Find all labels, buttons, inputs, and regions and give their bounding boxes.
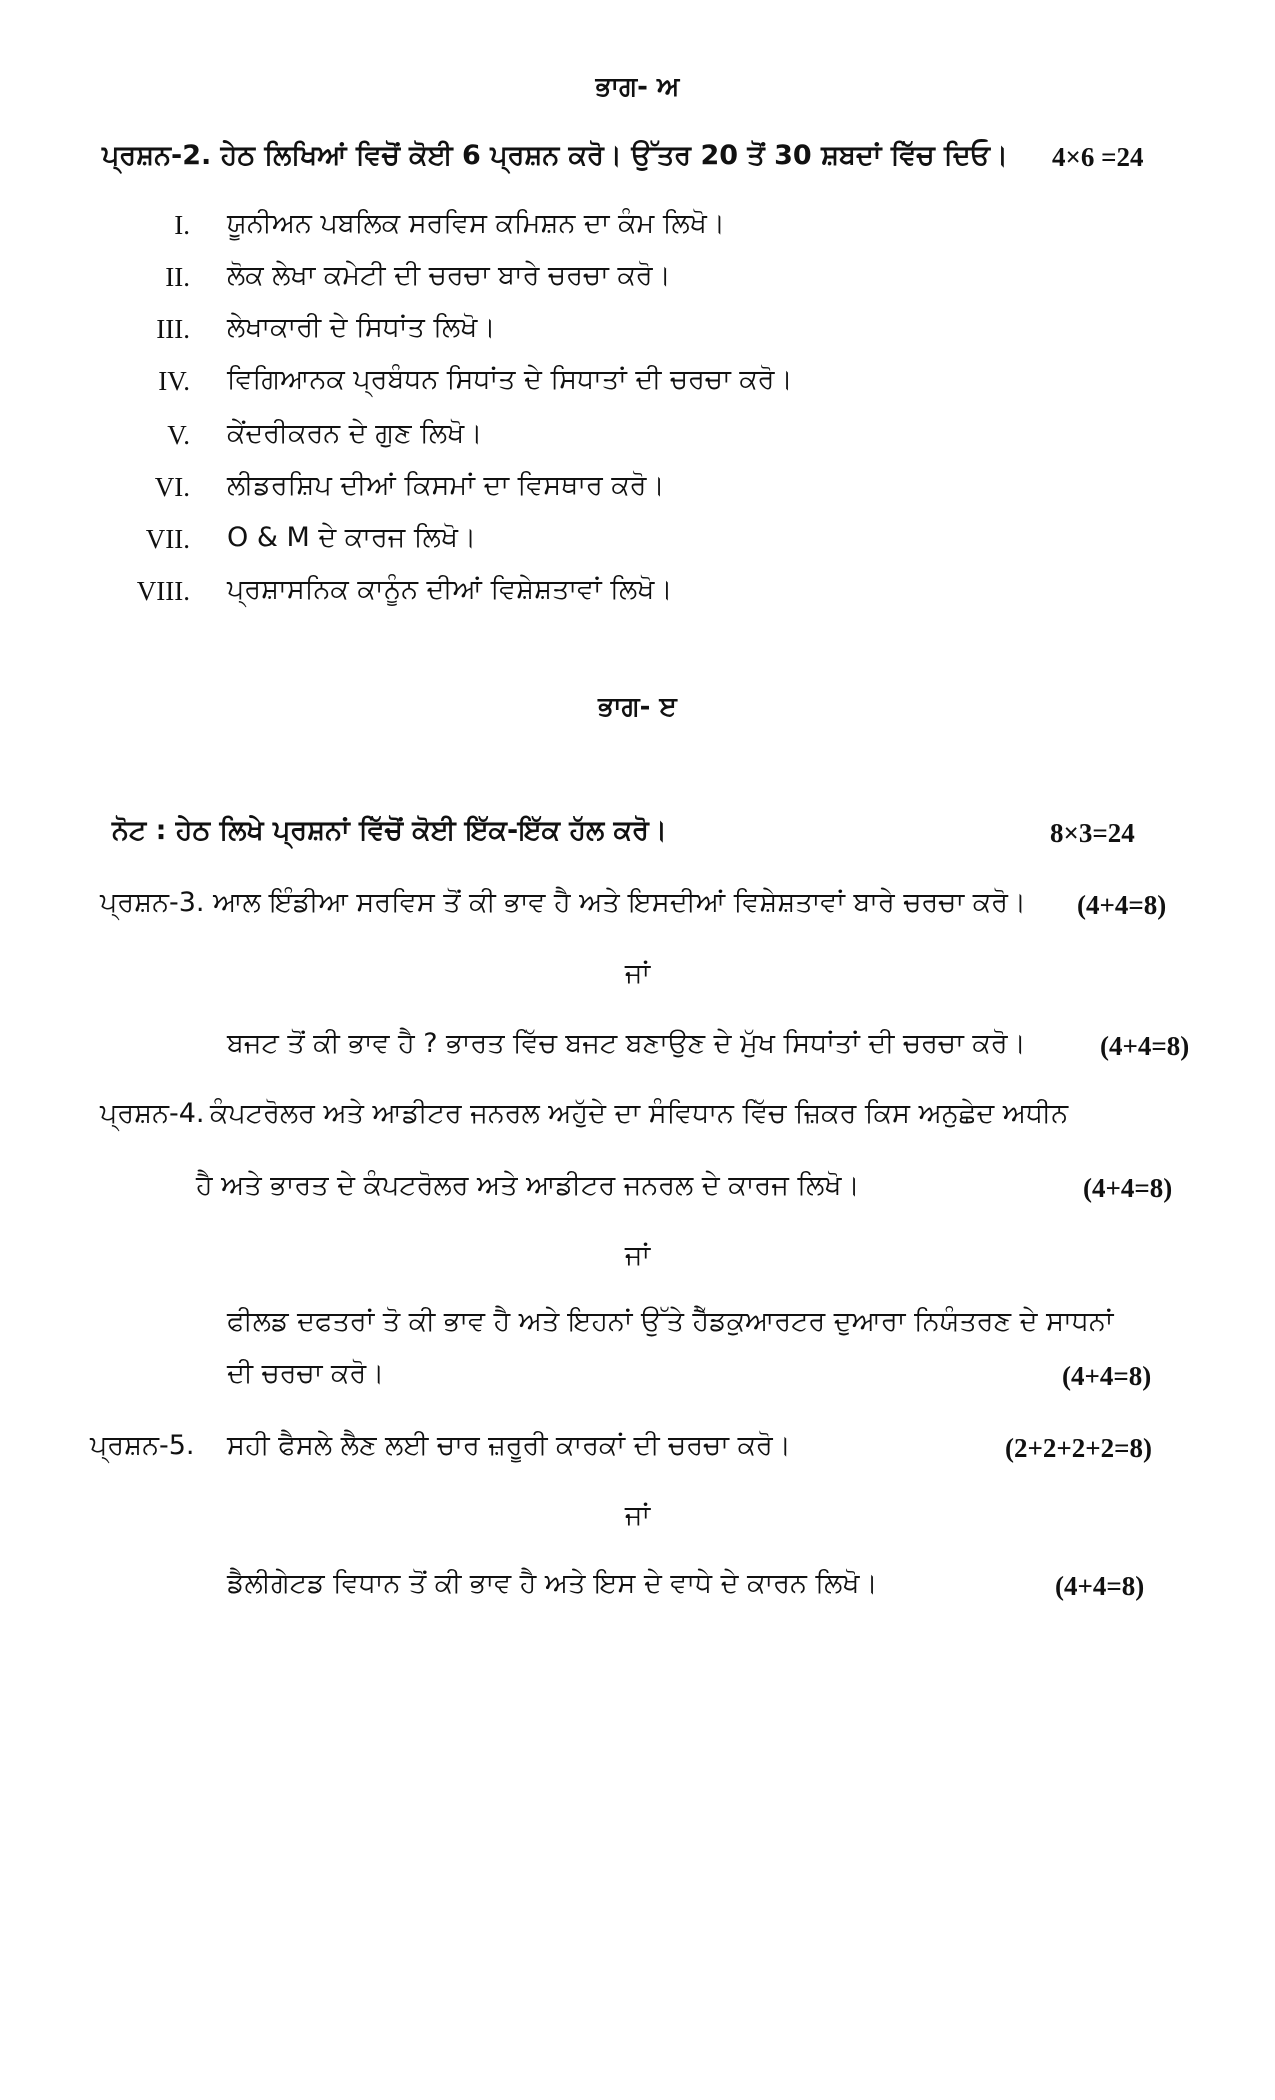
question-5-label: ਪ੍ਰਸ਼ਨ-5.: [90, 1430, 195, 1461]
part-b-note: ਨੋਟ : ਹੇਠ ਲਿਖੇ ਪ੍ਰਸ਼ਨਾਂ ਵਿੱਚੋਂ ਕੋਈ ਇੱਕ-ਇੱਕ ਹੱਲ ਕਰੋ।: [112, 815, 668, 846]
list-item-number: VIII.: [136, 576, 190, 606]
list-item-text: ਯੂਨੀਅਨ ਪਬਲਿਕ ਸਰਵਿਸ ਕਮਿਸ਼ਨ ਦਾ ਕੰਮ ਲਿਖੋ।: [227, 208, 726, 239]
list-item-text: O & M ਦੇ ਕਾਰਜ ਲਿਖੋ।: [227, 522, 477, 553]
part-b-note-marks: 8×3=24: [1050, 818, 1135, 848]
list-item-text: ਕੇਂਦਰੀਕਰਨ ਦੇ ਗੁਣ ਲਿਖੋ।: [227, 418, 483, 449]
question-4-alt-line2: ਦੀ ਚਰਚਾ ਕਰੋ।: [227, 1358, 385, 1389]
list-item-number: VI.: [154, 472, 190, 502]
question-3-alt-text: ਬਜਟ ਤੋਂ ਕੀ ਭਾਵ ਹੈ ? ਭਾਰਤ ਵਿੱਚ ਬਜਟ ਬਣਾਉਣ ਦੇ ਮੁੱਖ ਸਿਧਾਂਤਾਂ ਦੀ ਚਰਚਾ ਕਰੋ।: [227, 1028, 1026, 1059]
question-4-alt-line1: ਫੀਲਡ ਦਫਤਰਾਂ ਤੋ ਕੀ ਭਾਵ ਹੈ ਅਤੇ ਇਹਨਾਂ ਉੱਤੇ ਹੈੱਡਕੁਆਰਟਰ ਦੁਆਰਾ ਨਿਯੰਤਰਣ ਦੇ ਸਾਧਨਾਂ: [227, 1306, 1114, 1337]
question-5-text: ਸਹੀ ਫੈਸਲੇ ਲੈਣ ਲਈ ਚਾਰ ਜ਼ਰੂਰੀ ਕਾਰਕਾਂ ਦੀ ਚਰਚਾ ਕਰੋ।: [227, 1430, 791, 1461]
question-4-marks: (4+4=8): [1083, 1173, 1173, 1203]
part-a-heading: ਭਾਗ- ਅ: [595, 72, 680, 102]
question-5-marks: (2+2+2+2=8): [1005, 1433, 1153, 1463]
question-4-alt-marks: (4+4=8): [1062, 1361, 1152, 1391]
list-item-text: ਲੀਡਰਸ਼ਿਪ ਦੀਆਂ ਕਿਸਮਾਂ ਦਾ ਵਿਸਥਾਰ ਕਰੋ।: [227, 470, 665, 501]
list-item-number: V.: [167, 420, 190, 450]
list-item-text: ਲੋਕ ਲੇਖਾ ਕਮੇਟੀ ਦੀ ਚਰਚਾ ਬਾਰੇ ਚਰਚਾ ਕਰੋ।: [227, 260, 671, 291]
question-5-alt-text: ਡੈਲੀਗੇਟਡ ਵਿਧਾਨ ਤੋਂ ਕੀ ਭਾਵ ਹੈ ਅਤੇ ਇਸ ਦੇ ਵਾਧੇ ਦੇ ਕਾਰਨ ਲਿਖੋ।: [227, 1568, 878, 1599]
list-item-number: IV.: [158, 366, 190, 396]
list-item-number: II.: [165, 262, 190, 292]
question-3-text: ਪ੍ਰਸ਼ਨ-3. ਆਲ ਇੰਡੀਆ ਸਰਵਿਸ ਤੋਂ ਕੀ ਭਾਵ ਹੈ ਅਤੇ ਇਸਦੀਆਂ ਵਿਸ਼ੇਸ਼ਤਾਵਾਂ ਬਾਰੇ ਚਰਚਾ ਕਰੋ।: [100, 887, 1027, 918]
list-item-number: VII.: [145, 524, 190, 554]
question-5-alt-marks: (4+4=8): [1055, 1571, 1145, 1601]
question-2-text: ਪ੍ਰਸ਼ਨ-2. ਹੇਠ ਲਿਖਿਆਂ ਵਿਚੋਂ ਕੋਈ 6 ਪ੍ਰਸ਼ਨ ਕਰੋ। ਉੱਤਰ 20 ਤੋਂ 30 ਸ਼ਬਦਾਂ ਵਿੱਚ ਦਿਓ।: [102, 140, 1009, 171]
list-item-text: ਪ੍ਰਸ਼ਾਸਨਿਕ ਕਾਨੂੰਨ ਦੀਆਂ ਵਿਸ਼ੇਸ਼ਤਾਵਾਂ ਲਿਖੋ।: [227, 574, 673, 605]
part-b-heading: ਭਾਗ- ੲ: [598, 692, 677, 722]
or-separator: ਜਾਂ: [624, 1500, 651, 1531]
list-item-text: ਵਿਗਿਆਨਕ ਪ੍ਰਬੰਧਨ ਸਿਧਾਂਤ ਦੇ ਸਿਧਾਤਾਂ ਦੀ ਚਰਚਾ ਕਰੋ।: [227, 364, 793, 395]
question-4-label: ਪ੍ਰਸ਼ਨ-4.: [100, 1098, 205, 1129]
question-3-marks: (4+4=8): [1077, 890, 1167, 920]
or-separator: ਜਾਂ: [624, 958, 651, 989]
list-item-number: I.: [174, 210, 190, 240]
list-item-number: III.: [156, 314, 190, 344]
question-4-line1: ਕੰਪਟਰੋਲਰ ਅਤੇ ਆਡੀਟਰ ਜਨਰਲ ਅਹੁੱਦੇ ਦਾ ਸੰਵਿਧਾਨ ਵਿੱਚ ਜ਼ਿਕਰ ਕਿਸ ਅਨੁਛੇਦ ਅਧੀਨ: [210, 1098, 1069, 1129]
question-2-marks: 4×6 =24: [1052, 142, 1144, 172]
question-3-alt-marks: (4+4=8): [1100, 1031, 1190, 1061]
or-separator: ਜਾਂ: [624, 1240, 651, 1271]
list-item-text: ਲੇਖਾਕਾਰੀ ਦੇ ਸਿਧਾਂਤ ਲਿਖੋ।: [227, 312, 496, 343]
question-4-line2: ਹੈ ਅਤੇ ਭਾਰਤ ਦੇ ਕੰਪਟਰੋਲਰ ਅਤੇ ਆਡੀਟਰ ਜਨਰਲ ਦੇ ਕਾਰਜ ਲਿਖੋ।: [196, 1170, 860, 1201]
